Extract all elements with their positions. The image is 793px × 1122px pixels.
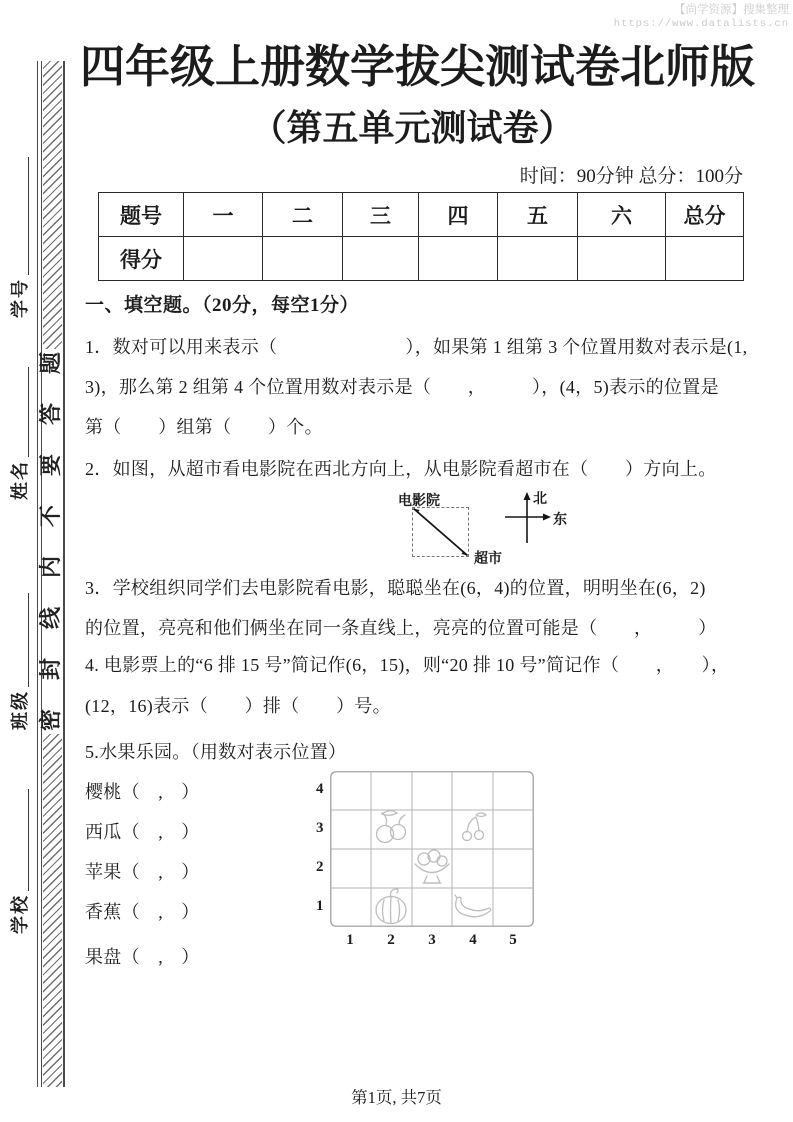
class-text: 班级 bbox=[10, 690, 30, 730]
q5-item-fruit-bowl: 果盘（ , ） bbox=[85, 947, 200, 967]
score-table-score-row bbox=[99, 237, 744, 281]
hatch-pattern-top bbox=[43, 61, 62, 349]
seal-char: 内 bbox=[37, 556, 63, 579]
page-subtitle: （第五单元测试卷） bbox=[250, 108, 575, 148]
grid-col-label: 2 bbox=[387, 932, 395, 948]
student-id-text: 学号 bbox=[10, 278, 30, 318]
score-row-label: 得分 bbox=[99, 237, 184, 281]
seal-char: 不 bbox=[37, 505, 63, 528]
seal-char: 线 bbox=[37, 607, 63, 630]
score-empty-cell bbox=[666, 237, 744, 281]
grid-col-label: 1 bbox=[346, 932, 354, 948]
question-3-line-1: 3．学校组织同学们去电影院看电影，聪聪坐在(6，4)的位置，明明坐在(6，2) bbox=[85, 578, 706, 598]
fruit-grid bbox=[330, 771, 534, 927]
question-4-line-1: 4. 电影票上的“6 排 15 号”简记作(6，15)，则“20 排 10 号”简记作（ ， ）， bbox=[85, 655, 730, 675]
grid-row-label: 2 bbox=[316, 859, 324, 875]
score-empty-cell bbox=[184, 237, 263, 281]
seal-char: 封 bbox=[37, 658, 63, 681]
score-header-cell: 总分 bbox=[666, 193, 744, 237]
diagonal-line bbox=[412, 507, 469, 557]
question-1-line-1: 1．数对可以用来表示（ ），如果第 1 组第 3 个位置用数对表示是(1, bbox=[85, 337, 748, 357]
name-text: 姓名 bbox=[10, 460, 30, 500]
seal-line-column bbox=[37, 61, 65, 1087]
score-empty-cell bbox=[343, 237, 419, 281]
score-header-cell: 二 bbox=[263, 193, 343, 237]
score-empty-cell bbox=[419, 237, 498, 281]
score-header-cell: 三 bbox=[343, 193, 419, 237]
class-blank-line bbox=[9, 593, 29, 687]
question-2-diagram bbox=[388, 488, 598, 583]
cinema-label: 电影院 bbox=[398, 494, 440, 509]
score-table-header-row bbox=[99, 193, 744, 237]
school-label bbox=[4, 766, 34, 934]
watermark-source: 【尚学资源】搜集整理 bbox=[674, 4, 789, 16]
name-label bbox=[4, 352, 34, 500]
question-1-line-3: 第（ ）组第（ ）个。 bbox=[85, 417, 323, 437]
watermark-url: https://www.datalists.cn bbox=[613, 18, 789, 30]
seal-char: 密 bbox=[37, 709, 63, 732]
question-5-heading: 5.水果乐园。（用数对表示位置） bbox=[85, 742, 347, 762]
student-id-label bbox=[4, 143, 34, 318]
school-text: 学校 bbox=[10, 894, 30, 934]
score-empty-cell bbox=[578, 237, 666, 281]
score-header-cell: 四 bbox=[419, 193, 498, 237]
score-header-cell: 一 bbox=[184, 193, 263, 237]
student-id-blank-line bbox=[9, 157, 29, 275]
cherry-icon bbox=[463, 813, 487, 841]
score-header-cell: 五 bbox=[498, 193, 578, 237]
seal-line-text bbox=[38, 351, 63, 732]
seal-char: 要 bbox=[37, 454, 63, 477]
grid-row-label: 1 bbox=[316, 898, 324, 914]
q5-item-apple: 苹果（ , ） bbox=[85, 862, 200, 882]
hatch-pattern-bottom bbox=[43, 734, 62, 1087]
fruit-bowl-icon bbox=[415, 850, 449, 883]
market-label: 超市 bbox=[474, 552, 502, 567]
grid-col-label: 3 bbox=[428, 932, 436, 948]
q5-item-watermelon: 西瓜（ , ） bbox=[85, 822, 200, 842]
section-1-heading: 一、填空题。（20分，每空1分） bbox=[85, 295, 360, 316]
page-number: 第1页, 共7页 bbox=[351, 1088, 442, 1107]
grid-row-label: 3 bbox=[316, 820, 324, 836]
seal-char: 答 bbox=[37, 403, 63, 426]
score-empty-cell bbox=[263, 237, 343, 281]
page-title: 四年级上册数学拔尖测试卷北师版 bbox=[80, 42, 756, 92]
compass-icon bbox=[505, 492, 555, 546]
score-header-cell: 题号 bbox=[99, 193, 184, 237]
apple-icon bbox=[377, 811, 406, 843]
watermelon-icon bbox=[376, 889, 406, 924]
score-empty-cell bbox=[498, 237, 578, 281]
watermark bbox=[614, 3, 789, 31]
seal-char: 题 bbox=[37, 352, 63, 375]
question-3-line-2: 的位置，亮亮和他们俩坐在同一条直线上，亮亮的位置可能是（ ， ） bbox=[85, 618, 717, 638]
question-2-text: 2．如图，从超市看电影院在西北方向上，从电影院看超市在（ ）方向上。 bbox=[85, 459, 717, 479]
score-header-cell: 六 bbox=[578, 193, 666, 237]
grid-col-label: 4 bbox=[469, 932, 477, 948]
q5-item-banana: 香蕉（ , ） bbox=[85, 902, 200, 922]
banana-icon bbox=[455, 895, 491, 917]
school-blank-line bbox=[9, 789, 29, 891]
name-blank-line bbox=[9, 367, 29, 457]
east-label: 东 bbox=[553, 513, 567, 528]
north-label: 北 bbox=[533, 492, 547, 507]
time-score-info: 时间：90分钟 总分：100分 bbox=[519, 166, 743, 187]
score-table bbox=[98, 192, 744, 281]
q5-item-cherry: 樱桃（ , ） bbox=[85, 782, 200, 802]
class-label bbox=[4, 579, 34, 730]
grid-col-label: 5 bbox=[509, 932, 517, 948]
question-4-line-2: (12，16)表示（ ）排（ ）号。 bbox=[85, 696, 391, 716]
grid-row-label: 4 bbox=[316, 781, 324, 797]
question-1-line-2: 3)，那么第 2 组第 4 个位置用数对表示是（ ， ），(4，5)表示的位置是 bbox=[85, 377, 719, 397]
